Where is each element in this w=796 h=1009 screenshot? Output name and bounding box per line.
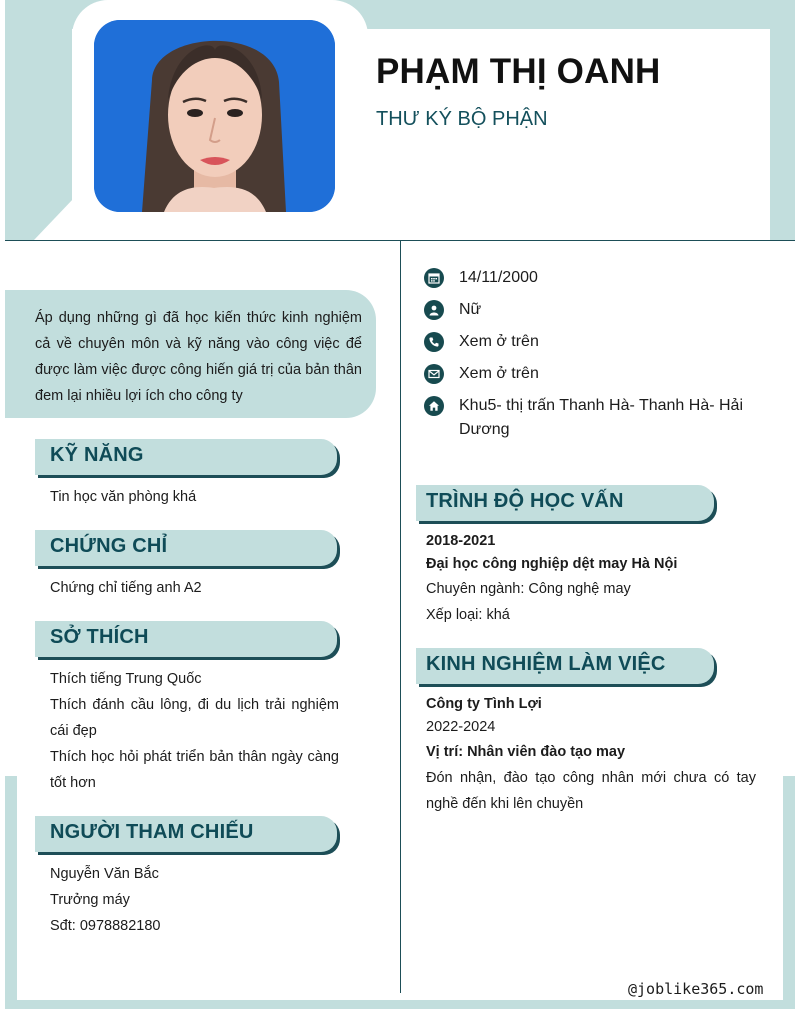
address-value: Khu5- thị trấn Thanh Hà- Thanh Hà- Hải Dương <box>459 397 744 438</box>
candidate-name: PHẠM THỊ OANH <box>376 52 661 91</box>
experience-period: 2022-2024 <box>426 719 496 735</box>
education-period: 2018-2021 <box>426 533 496 549</box>
user-icon <box>424 300 444 320</box>
dob-value: 14/11/2000 <box>459 269 538 286</box>
phone-icon <box>424 332 444 352</box>
hobby-item: Thích tiếng Trung Quốc <box>50 671 202 687</box>
career-objective <box>5 290 376 418</box>
contact-dob <box>424 268 779 290</box>
hobby-item: Thích học hỏi phát triển bản thân ngày càng tốt hơn <box>50 749 339 791</box>
contact-address <box>424 396 779 442</box>
section-hobbies-heading: SỞ THÍCH <box>50 626 149 648</box>
section-references-heading: NGƯỜI THAM CHIẾU <box>50 821 254 843</box>
header-notch <box>34 198 74 240</box>
frame-left <box>5 776 17 1000</box>
section-experience-heading: KINH NGHIỆM LÀM VIỆC <box>426 653 666 675</box>
section-certificates <box>35 530 337 566</box>
calendar-icon <box>424 268 444 288</box>
section-experience <box>416 648 714 684</box>
reference-name: Nguyễn Văn Bắc <box>50 866 159 882</box>
watermark: @joblike365.com <box>628 980 764 998</box>
column-divider <box>400 241 401 993</box>
skill-item: Tin học văn phòng khá <box>50 489 197 505</box>
gender-value: Nữ <box>459 301 482 318</box>
section-references <box>35 816 337 852</box>
section-hobbies <box>35 621 337 657</box>
frame-bottom <box>5 1000 795 1009</box>
mail-icon <box>424 364 444 384</box>
candidate-position: THƯ KÝ BỘ PHẬN <box>376 108 548 130</box>
hobby-item: Thích đánh cầu lông, đi du lịch trải nghiệm cái đẹp <box>50 697 339 739</box>
section-education <box>416 485 714 521</box>
frame-right <box>783 776 795 1000</box>
contact-email <box>424 364 779 386</box>
section-certificates-heading: CHỨNG CHỈ <box>50 535 168 557</box>
education-school: Đại học công nghiệp dệt may Hà Nội <box>426 556 678 572</box>
objective-text: Áp dụng những gì đã học kiến thức kinh nghiệm cả về chuyên môn và kỹ năng vào công việc để được làm việc được công hiến giá trị của bản thân đem lại nhiều lợi ích cho công ty <box>35 310 362 404</box>
experience-role: Vị trí: Nhân viên đào tạo may <box>426 744 626 760</box>
reference-role: Trưởng máy <box>50 892 130 908</box>
reference-phone: Sđt: 0978882180 <box>50 918 161 934</box>
contact-phone <box>424 332 779 354</box>
experience-company: Công ty Tình Lợi <box>426 696 542 712</box>
email-value: Xem ở trên <box>459 365 539 382</box>
profile-photo <box>94 20 335 212</box>
section-skills-heading: KỸ NĂNG <box>50 444 144 466</box>
education-grade: Xếp loại: khá <box>426 607 510 623</box>
experience-description: Đón nhận, đào tạo công nhân mới chưa có tay nghề đến khi lên chuyền <box>426 770 756 812</box>
section-skills <box>35 439 337 475</box>
section-education-heading: TRÌNH ĐỘ HỌC VẤN <box>426 490 624 512</box>
contact-gender <box>424 300 779 322</box>
certificate-item: Chứng chỉ tiếng anh A2 <box>50 580 202 596</box>
education-major: Chuyên ngành: Công nghệ may <box>426 581 631 597</box>
phone-value: Xem ở trên <box>459 333 539 350</box>
home-icon <box>424 396 444 416</box>
